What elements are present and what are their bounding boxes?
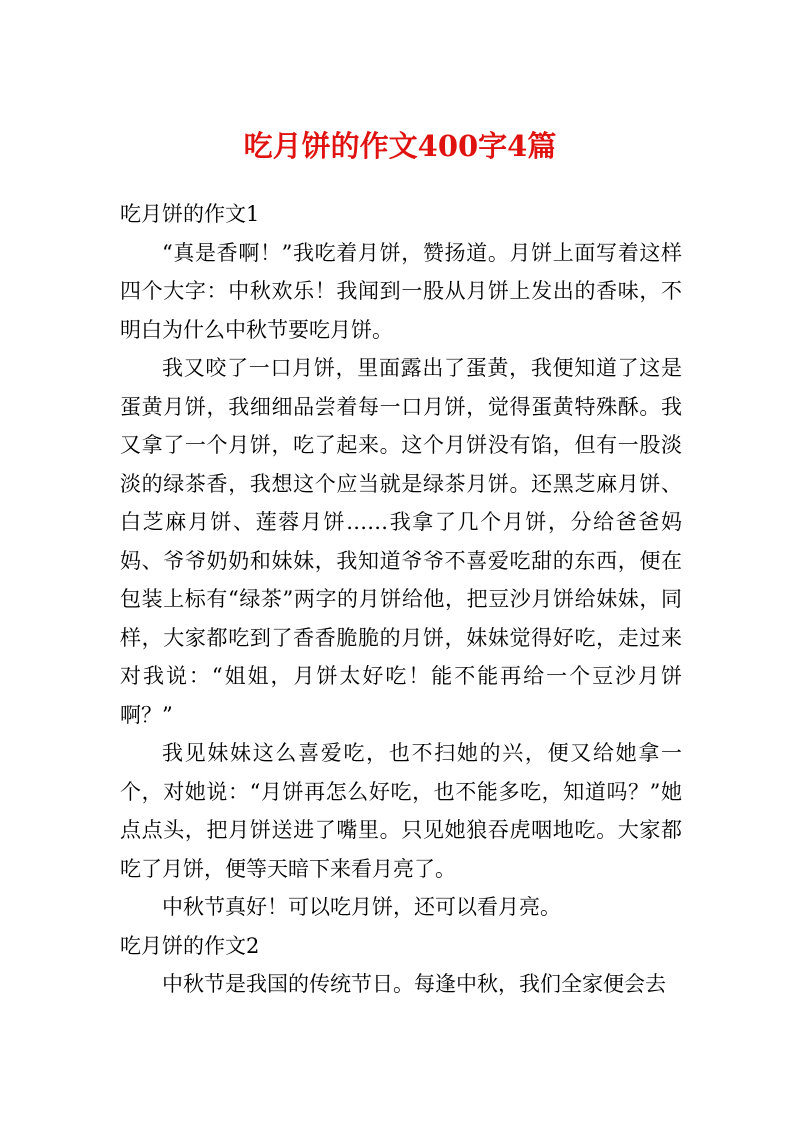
essay-section-2 — [120, 927, 682, 1004]
section-heading: 吃月饼的作文2 — [120, 933, 260, 958]
essay-section-1 — [120, 195, 682, 927]
document-title: 吃月饼的作文400字4篇 — [243, 129, 557, 163]
paragraph: 中秋节真好！可以吃月饼，还可以看月亮。 — [162, 895, 561, 919]
paragraph: 我见妹妹这么喜爱吃，也不扫她的兴，便又给她拿一个，对她说：“月饼再怎么好吃，也不能多吃，知道吗？”她点点头，把月饼送进了嘴里。只见她狼吞虎咽地吃。大家都吃了月饼，便等天暗下来看月亮了。 — [120, 741, 682, 881]
document-body — [120, 195, 682, 1004]
paragraph: 我又咬了一口月饼，里面露出了蛋黄，我便知道了这是蛋黄月饼，我细细品尝着每一口月饼，觉得蛋黄特殊酥。我又拿了一个月饼，吃了起来。这个月饼没有馅，但有一股淡淡的绿茶香，我想这个应当就是绿茶月饼。还黑芝麻月饼、白芝麻月饼、莲蓉月饼……我拿了几个月饼，分给爸爸妈妈、爷爷奶奶和妹妹，我知道爷爷不喜爱吃甜的东西，便在包装上标有“绿茶”两字的月饼给他，把豆沙月饼给妹妹，同样，大家都吃到了香香脆脆的月饼，妹妹觉得好吃，走过来对我说：“姐姐，月饼太好吃！能不能再给一个豆沙月饼啊？” — [120, 356, 682, 727]
paragraph: “真是香啊！”我吃着月饼，赞扬道。月饼上面写着这样四个大字：中秋欢乐！我闻到一股从月饼上发出的香味，不明白为什么中秋节要吃月饼。 — [120, 240, 682, 342]
paragraph: 中秋节是我国的传统节日。每逢中秋，我们全家便会去 — [162, 972, 666, 996]
section-heading: 吃月饼的作文1 — [120, 202, 260, 226]
